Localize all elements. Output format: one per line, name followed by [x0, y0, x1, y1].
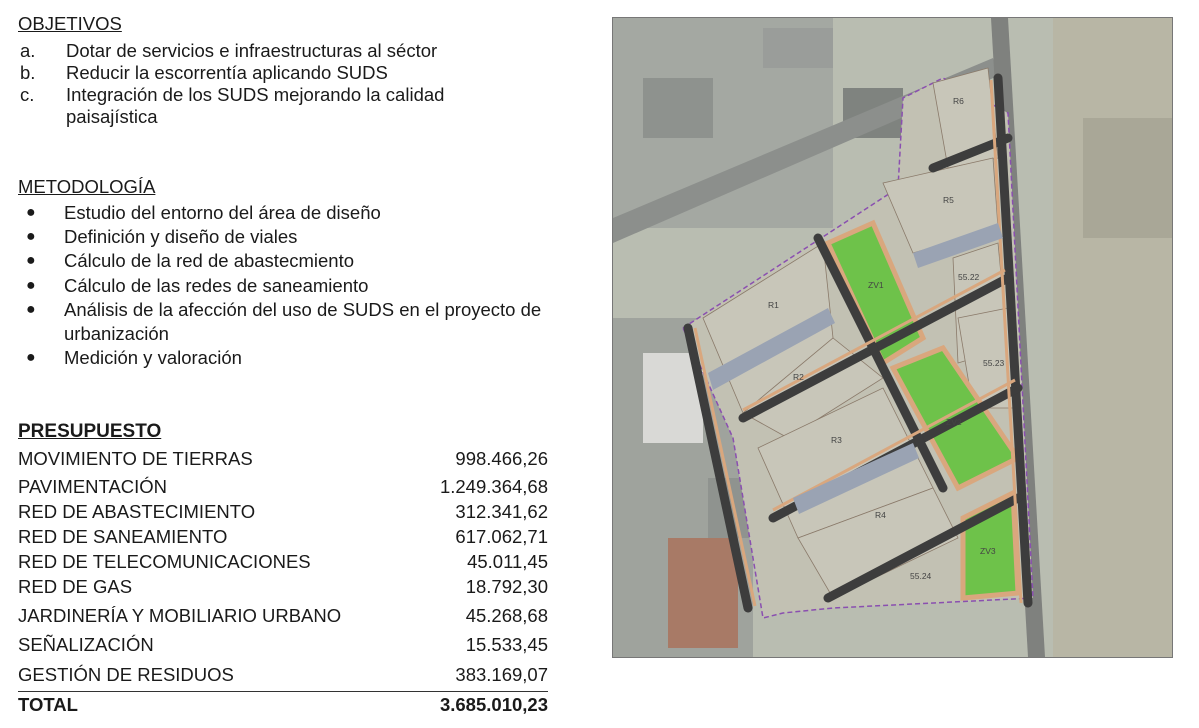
- budget-value: 383.169,07: [455, 664, 548, 685]
- plan-label-zv2: ZV2: [946, 417, 962, 427]
- terrain: [1053, 18, 1172, 657]
- presupuesto-title: PRESUPUESTO: [18, 421, 162, 442]
- budget-value: 312.341,62: [455, 501, 548, 522]
- budget-row: [18, 448, 548, 474]
- bullet-icon: ●: [26, 349, 36, 367]
- plan-label-r2: R2: [793, 372, 804, 382]
- budget-row: [18, 576, 548, 602]
- list-item: [20, 201, 590, 225]
- budget-label: PAVIMENTACIÓN: [18, 476, 168, 497]
- urbanization-plan-map: [612, 17, 1173, 658]
- plan-label-5524: 55.24: [910, 571, 932, 581]
- budget-row: [18, 551, 548, 577]
- budget-row: [18, 664, 548, 690]
- budget-label: GESTIÓN DE RESIDUOS: [18, 664, 234, 685]
- plan-drawing: [613, 18, 1172, 657]
- budget-row: [18, 634, 548, 660]
- budget-label: RED DE GAS: [18, 576, 133, 597]
- budget-label: JARDINERÍA Y MOBILIARIO URBANO: [18, 605, 342, 626]
- budget-label: SEÑALIZACIÓN: [18, 634, 154, 655]
- budget-total-row: [18, 694, 548, 720]
- list-item-text: Estudio del entorno del área de diseño: [64, 202, 381, 223]
- budget-label: RED DE SANEAMIENTO: [18, 526, 228, 547]
- bullet-icon: ●: [26, 204, 36, 221]
- list-item-text: Cálculo de la red de abastecmiento: [64, 250, 355, 272]
- objetivos-list: [20, 40, 580, 128]
- budget-value: 45.268,68: [465, 605, 548, 626]
- list-item: [20, 274, 590, 298]
- list-item-text: Cálculo de las redes de saneamiento: [64, 274, 369, 296]
- list-item-text: Integración de los SUDS mejorando la calidad paisajística: [66, 84, 445, 127]
- list-item: [20, 298, 590, 346]
- budget-label: MOVIMIENTO DE TIERRAS: [18, 448, 253, 469]
- budget-total-value: 3.685.010,23: [439, 694, 548, 715]
- budget-label: RED DE ABASTECIMIENTO: [18, 501, 256, 522]
- list-marker: a.: [20, 40, 36, 61]
- plan-label-r5: R5: [943, 195, 954, 205]
- budget-value: 45.011,45: [467, 551, 548, 572]
- budget-total-label: TOTAL: [18, 694, 78, 715]
- list-item: [20, 40, 580, 62]
- building: [643, 78, 713, 138]
- list-item: [20, 346, 590, 370]
- plan-label-5523: 55.23: [983, 358, 1005, 368]
- budget-value: 998.466,26: [455, 448, 548, 469]
- list-item: [20, 225, 590, 249]
- list-item-text: Análisis de la afección del uso de SUDS en el proyecto de urbanización: [64, 298, 542, 345]
- plan-label-zv1: ZV1: [868, 280, 884, 290]
- terrain: [1083, 118, 1172, 238]
- list-item-text: Medición y valoración: [64, 347, 242, 369]
- bullet-icon: ●: [26, 228, 36, 246]
- budget-value: 18.792,30: [465, 576, 548, 597]
- bullet-icon: ●: [26, 252, 36, 270]
- list-marker: c.: [20, 84, 35, 105]
- budget-label: RED DE TELECOMUNICACIONES: [18, 551, 311, 572]
- list-item: [20, 249, 590, 273]
- list-item: [20, 62, 580, 84]
- list-item: [20, 84, 540, 128]
- building: [668, 538, 738, 648]
- plan-label-5522: 55.22: [958, 272, 980, 282]
- metodologia-title: METODOLOGÍA: [18, 176, 156, 197]
- list-item-text: Definición y diseño de viales: [64, 226, 298, 248]
- budget-row: [18, 526, 548, 552]
- objetivos-title: OBJETIVOS: [18, 13, 122, 34]
- budget-value: 1.249.364,68: [439, 476, 548, 497]
- budget-row: [18, 476, 548, 502]
- total-divider: [18, 691, 548, 692]
- building: [763, 28, 833, 68]
- plan-label-r3: R3: [831, 435, 842, 445]
- list-item-text: Dotar de servicios e infraestructuras al séctor: [66, 40, 438, 61]
- list-item-text: Reducir la escorrentía aplicando SUDS: [66, 62, 388, 83]
- metodologia-list: [20, 201, 590, 370]
- plan-label-r6: R6: [953, 96, 964, 106]
- budget-row: [18, 605, 548, 631]
- budget-value: 15.533,45: [465, 634, 548, 655]
- bullet-icon: ●: [26, 276, 36, 294]
- plan-label-r1: R1: [768, 300, 779, 310]
- budget-row: [18, 501, 548, 527]
- plan-label-r4: R4: [875, 510, 886, 520]
- list-marker: b.: [20, 62, 36, 83]
- budget-value: 617.062,71: [455, 526, 548, 547]
- plan-label-zv3: ZV3: [980, 546, 996, 556]
- bullet-icon: ●: [26, 300, 36, 318]
